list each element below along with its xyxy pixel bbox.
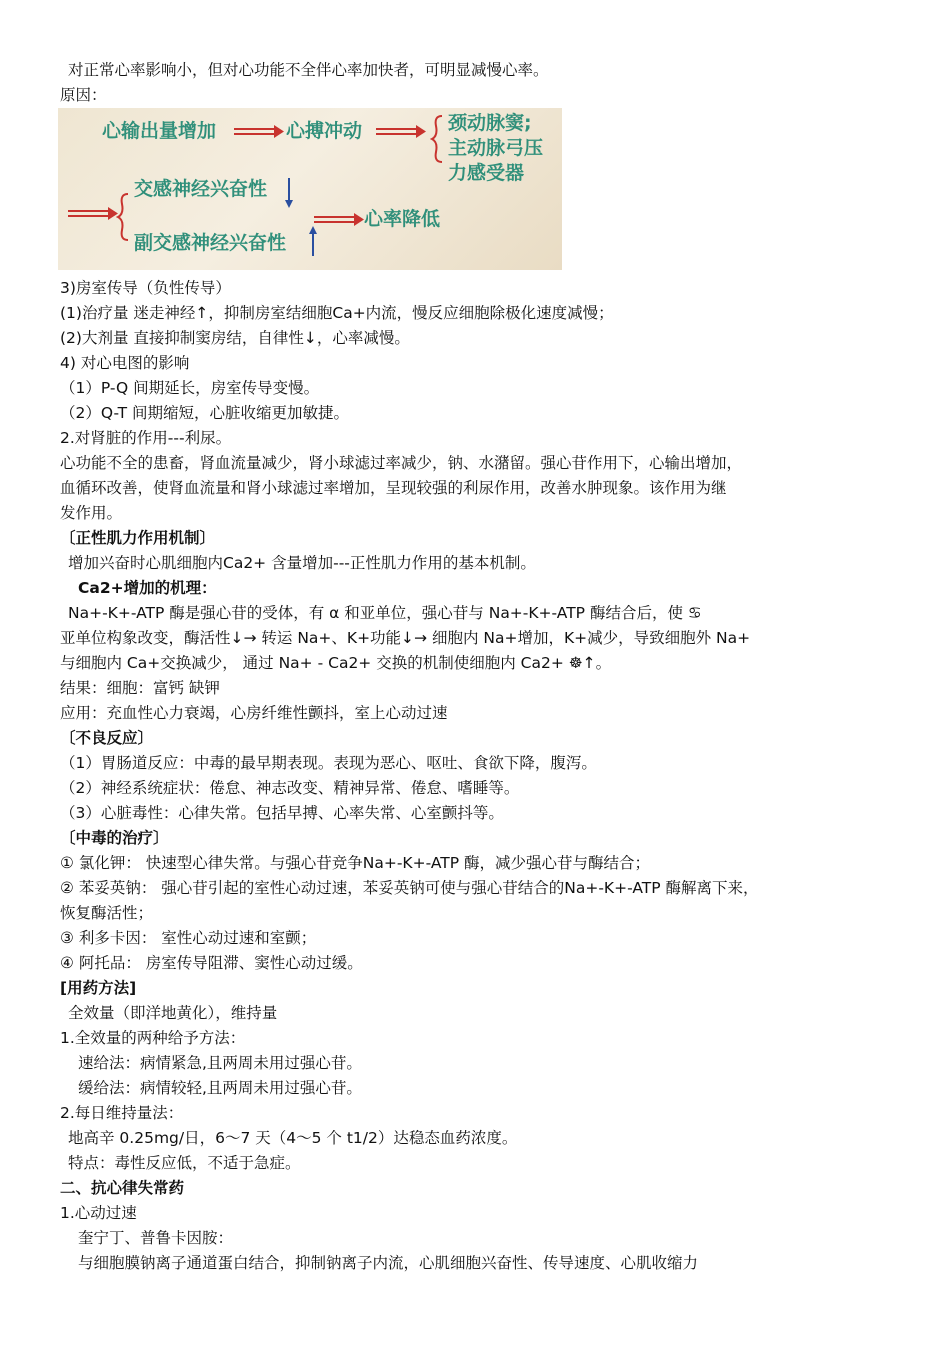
text-line: 〔不良反应〕 (60, 729, 154, 747)
text-line: 缓给法：病情较轻,且两周未用过强心苷。 (78, 1079, 362, 1097)
text-line: 2.每日维持量法： (60, 1104, 184, 1122)
text-line: ③ 利多卡因： 室性心动过速和室颤； (60, 929, 317, 947)
text-line: 3)房室传导（负性传导） (60, 279, 231, 297)
text-line: ④ 阿托品： 房室传导阻滞、窦性心动过缓。 (60, 954, 363, 972)
text-line: 1.心动过速 (60, 1204, 137, 1222)
text-line: 原因： (60, 86, 107, 104)
text-line: 〔中毒的治疗〕 (60, 829, 169, 847)
text-line: 结果：细胞：富钙 缺钾 (60, 679, 220, 697)
diagram-baroreceptor-1: 颈动脉窦; (448, 112, 532, 134)
diagram-parasympathetic: 副交感神经兴奋性 (134, 232, 287, 254)
text-line: 4) 对心电图的影响 (60, 354, 190, 372)
text-line: 亚单位构象改变，酶活性↓→ 转运 Na+、K+功能↓→ 细胞内 Na+增加，K+减少，导致细胞外 Na+ (60, 629, 751, 647)
double-arrow-icon (68, 206, 118, 222)
diagram-cardiac-output: 心输出量增加 (102, 120, 217, 142)
text-line: (1)治疗量 迷走神经↑，抑制房室结细胞Ca+内流，慢反应细胞除极化速度减慢； (60, 304, 614, 322)
mechanism-diagram (58, 108, 562, 270)
text-line: 应用：充血性心力衰竭，心房纤维性颤抖，室上心动过速 (60, 704, 448, 722)
text-line: ① 氯化钾： 快速型心律失常。与强心苷竞争Na+-K+-ATP 酶，减少强心苷与酶结合； (60, 854, 650, 872)
text-line: 2.对肾脏的作用---利尿。 (60, 429, 232, 447)
diagram-baroreceptor-3: 力感受器 (448, 162, 525, 184)
text-line: （1）胃肠道反应：中毒的最早期表现。表现为恶心、呕吐、食欲下降，腹泻。 (60, 754, 597, 772)
text-line: （1）P-Q 间期延长，房室传导变慢。 (60, 379, 320, 397)
text-line: 〔正性肌力作用机制〕 (60, 529, 216, 547)
text-line: 二、抗心律失常药 (60, 1179, 185, 1197)
text-line: (2)大剂量 直接抑制窦房结，自律性↓，心率减慢。 (60, 329, 410, 347)
document-body (60, 276, 900, 1276)
text-line: 心功能不全的患畜，肾血流量减少，肾小球滤过率减少，钠、水潴留。强心苷作用下，心输出增加， (60, 454, 743, 472)
arrow-up-icon (308, 226, 318, 256)
text-line: 速给法：病情紧急,且两周未用过强心苷。 (78, 1054, 362, 1072)
text-line: Ca2+增加的机理： (78, 579, 217, 597)
diagram-sympathetic: 交感神经兴奋性 (134, 178, 268, 200)
diagram-baroreceptor-2: 主动脉弓压 (448, 137, 544, 159)
double-arrow-icon (234, 124, 284, 140)
text-line: 奎宁丁、普鲁卡因胺： (78, 1229, 234, 1247)
double-arrow-icon (314, 212, 364, 228)
text-line: （2）Q-T 间期缩短，心脏收缩更加敏捷。 (60, 404, 350, 422)
text-line: 对正常心率影响小，但对心功能不全伴心率加快者，可明显减慢心率。 (68, 61, 549, 79)
arrow-down-icon (284, 178, 294, 208)
brace-icon (116, 192, 132, 242)
diagram-heart-rate-down: 心率降低 (364, 208, 441, 230)
text-line: ② 苯妥英钠： 强心苷引起的室性心动过速，苯妥英钠可使与强心苷结合的Na+-K+-ATP 酶解离下来， (60, 879, 759, 897)
text-line: 地高辛 0.25mg/日，6～7 天（4～5 个 t1/2）达稳态血药浓度。 (68, 1129, 518, 1147)
text-line: 恢复酶活性； (60, 904, 154, 922)
text-line: （3）心脏毒性：心律失常。包括早搏、心率失常、心室颤抖等。 (60, 804, 504, 822)
brace-icon (430, 114, 446, 164)
text-line: 与细胞内 Ca+交换减少， 通过 Na+ - Ca2+ 交换的机制使细胞内 Ca2+ ☸↑。 (60, 654, 612, 672)
text-line: [用药方法] (60, 979, 137, 997)
text-line: 与细胞膜钠离子通道蛋白结合，抑制钠离子内流，心肌细胞兴奋性、传导速度、心肌收缩力 (78, 1254, 699, 1272)
text-line: 血循环改善，使肾血流量和肾小球滤过率增加，呈现较强的利尿作用，改善水肿现象。该作用为继 (60, 479, 727, 497)
text-line: Na+-K+-ATP 酶是强心苷的受体，有 α 和亚单位，强心苷与 Na+-K+-ATP 酶结合后，使 ♋ (68, 604, 702, 622)
document-page (60, 58, 900, 1276)
text-line: 1.全效量的两种给予方法： (60, 1029, 246, 1047)
text-line: 特点：毒性反应低，不适于急症。 (68, 1154, 301, 1172)
double-arrow-icon (376, 124, 426, 140)
diagram-cardiac-impulse: 心搏冲动 (286, 120, 363, 142)
text-line: （2）神经系统症状：倦怠、神志改变、精神异常、倦怠、嗜睡等。 (60, 779, 520, 797)
text-line: 全效量（即洋地黄化），维持量 (68, 1004, 278, 1022)
text-line: 增加兴奋时心肌细胞内Ca2+ 含量增加---正性肌力作用的基本机制。 (68, 554, 536, 572)
text-line: 发作用。 (60, 504, 123, 522)
